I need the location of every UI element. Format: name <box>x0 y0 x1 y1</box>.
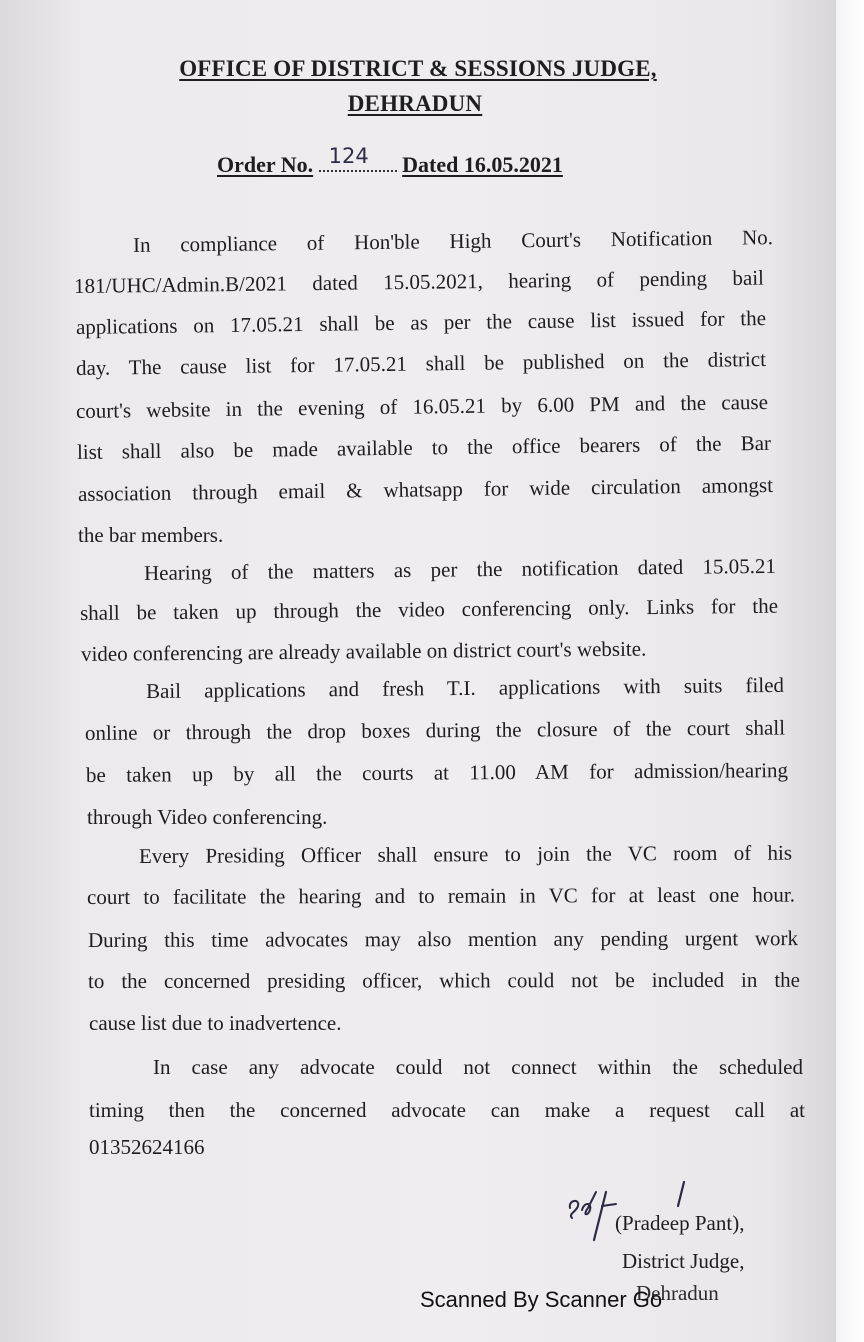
signatory-place: Dehradun <box>636 1281 719 1305</box>
order-number-line <box>217 144 563 178</box>
order-number-handwritten: 124 <box>328 144 369 168</box>
scanner-watermark: Scanned By Scanner Go <box>420 1287 663 1312</box>
body-line: association through email & whatsapp for wide circulation amongst <box>77 472 774 506</box>
body-line: video conferencing are already available on district court's website. <box>80 636 647 666</box>
body-line: 181/UHC/Admin.B/2021 dated 15.05.2021, hearing of pending bail <box>73 265 765 298</box>
body-line: court to facilitate the hearing and to remain in VC for at least one hour. <box>86 882 796 909</box>
office-title-line1: OFFICE OF DISTRICT & SESSIONS JUDGE, <box>179 56 657 81</box>
office-title-line2: DEHRADUN <box>347 91 483 116</box>
body-line: timing then the concerned advocate can make a request call at <box>89 1098 805 1122</box>
body-line: be taken up by all the courts at 11.00 AM for admission/hearing <box>85 758 789 787</box>
order-number-blank <box>319 144 397 172</box>
order-label: Order No. <box>217 152 314 177</box>
body-line: Hearing of the matters as per the notification dated 15.05.21 <box>143 553 777 585</box>
body-line: court's website in the evening of 16.05.21 by 6.00 PM and the cause <box>75 389 769 423</box>
order-date: Dated 16.05.2021 <box>402 152 563 177</box>
body-line: In case any advocate could not connect within the scheduled <box>153 1055 803 1079</box>
body-line: During this time advocates may also mention any pending urgent work <box>87 926 799 952</box>
body-line: the bar members. <box>78 523 224 547</box>
body-line: to the concerned presiding officer, which could not be included in the <box>87 967 801 993</box>
body-line: cause list due to inadvertence. <box>89 1011 342 1035</box>
body-line: online or through the drop boxes during the closure of the court shall <box>84 715 786 745</box>
body-line: 01352624166 <box>89 1135 205 1159</box>
signatory-name: (Pradeep Pant), <box>615 1211 745 1235</box>
body-line: shall be taken up through the video conferencing only. Links for the <box>79 593 779 625</box>
signatory-designation: District Judge, <box>622 1249 745 1273</box>
body-line: list shall also be made available to the office bearers of the Bar <box>76 430 772 464</box>
body-line: Bail applications and fresh T.I. applications with suits filed <box>145 672 785 703</box>
body-line: Every Presiding Officer shall ensure to join the VC room of his <box>138 840 793 868</box>
body-line: day. The cause list for 17.05.21 shall be published on the district <box>75 346 767 380</box>
body-line: through Video conferencing. <box>87 805 328 829</box>
signature-sd-text: sd/- <box>566 1178 568 1179</box>
body-line: applications on 17.05.21 shall be as per the cause list issued for the <box>75 305 767 339</box>
page-edge <box>836 0 864 1342</box>
body-line: In compliance of Hon'ble High Court's Notification No. <box>132 225 774 257</box>
